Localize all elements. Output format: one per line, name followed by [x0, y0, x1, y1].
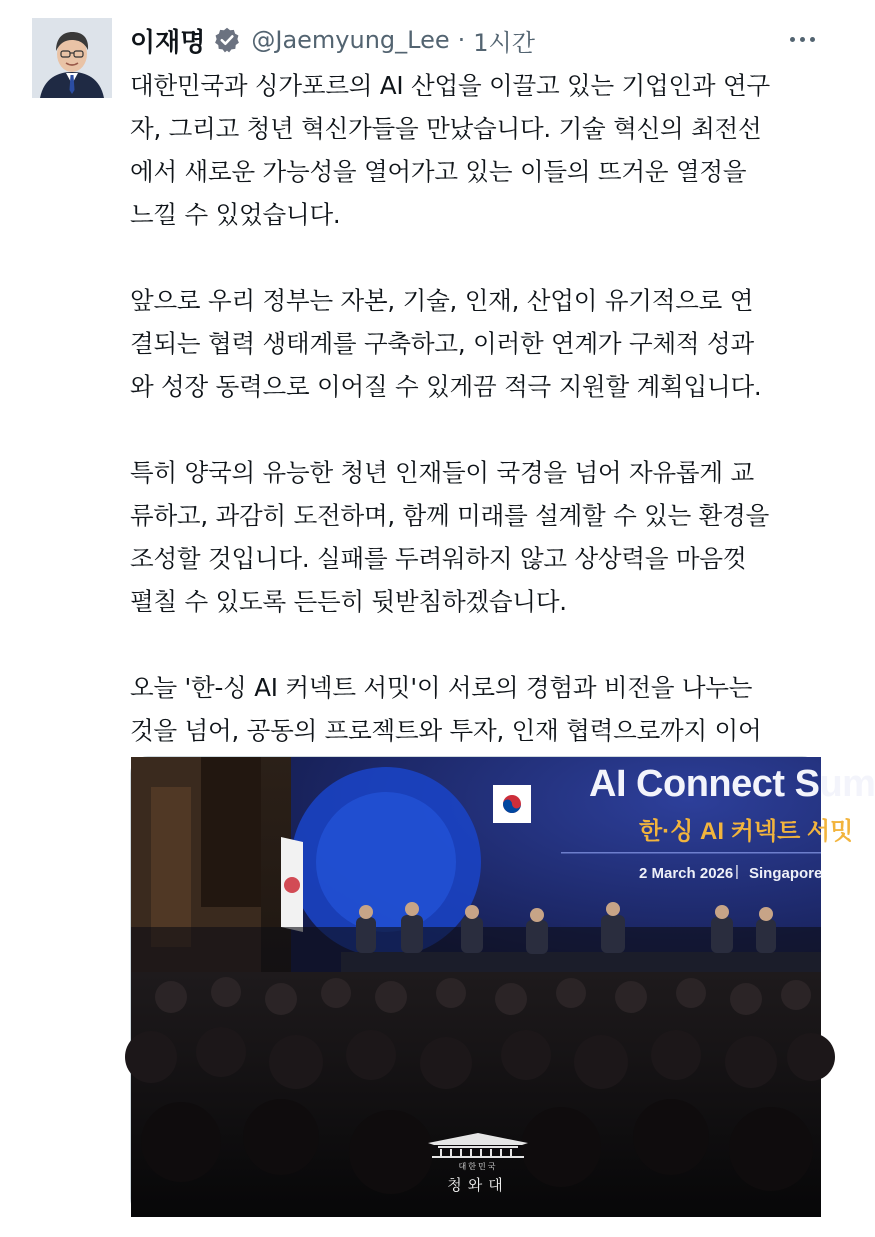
banner-date: 2 March 2026: [639, 865, 734, 882]
timestamp[interactable]: 1시간: [473, 28, 535, 57]
verified-badge-icon: [213, 26, 241, 54]
text-line: 와 성장 동력으로 이어질 수 있게끔 적극 지원할 계획입니다.: [130, 372, 762, 401]
banner-subtitle: 한·싱 AI 커넥트 서밋: [639, 818, 854, 845]
author-handle[interactable]: @Jaemyung_Lee: [251, 26, 450, 54]
header-separator: ·: [457, 26, 466, 54]
text-line: 자, 그리고 청년 혁신가들을 만났습니다. 기술 혁신의 최전선: [130, 114, 762, 143]
more-options-icon[interactable]: [782, 22, 822, 56]
text-line: 특히 양국의 유능한 청년 인재들이 국경을 넘어 자유롭게 교: [130, 458, 754, 487]
text-line: 느낄 수 있었습니다.: [130, 200, 341, 229]
text-line: 것을 넘어, 공동의 프로젝트와 투자, 인재 협력으로까지 이어: [130, 716, 762, 745]
text-line: 에서 새로운 가능성을 열어가고 있는 이들의 뜨거운 열정을: [130, 157, 747, 186]
author-name[interactable]: 이재명: [130, 27, 206, 58]
attached-photo[interactable]: [130, 756, 875, 1216]
banner-title: AI Connect Sum: [589, 763, 875, 805]
paragraph: [130, 451, 822, 623]
more-dot: [810, 37, 815, 42]
text-line: 류하고, 과감히 도전하며, 함께 미래를 설계할 수 있는 환경을: [130, 501, 770, 530]
text-line: 대한민국과 싱가포르의 AI 산업을 이끌고 있는 기업인과 연구: [130, 71, 770, 100]
watermark-title: 청와대: [447, 1176, 509, 1194]
more-dot: [790, 37, 795, 42]
profile-photo: [32, 18, 112, 98]
text-line: 결되는 협력 생태계를 구축하고, 이러한 연계가 구체적 성과: [130, 329, 754, 358]
tweet-text: [130, 64, 822, 838]
cheongwadae-watermark: [413, 1129, 543, 1201]
text-line: 조성할 것입니다. 실패를 두려워하지 않고 상상력을 마음껏: [130, 544, 747, 573]
banner-separator: |: [735, 863, 739, 880]
watermark-small-text: 대한민국: [458, 1162, 498, 1171]
blue-house-roof-icon: [418, 1129, 538, 1159]
text-line: 앞으로 우리 정부는 자본, 기술, 인재, 산업이 유기적으로 연: [130, 286, 754, 315]
text-line: 오늘 '한-싱 AI 커넥트 서밋'이 서로의 경험과 비전을 나누는: [130, 673, 753, 702]
paragraph: [130, 279, 822, 408]
paragraph: [130, 64, 822, 236]
more-dot: [800, 37, 805, 42]
banner-place: Singapore: [749, 865, 823, 882]
text-line: 펼칠 수 있도록 든든히 뒷받침하겠습니다.: [130, 587, 567, 616]
avatar[interactable]: [32, 18, 112, 98]
tweet-header: [130, 20, 535, 60]
